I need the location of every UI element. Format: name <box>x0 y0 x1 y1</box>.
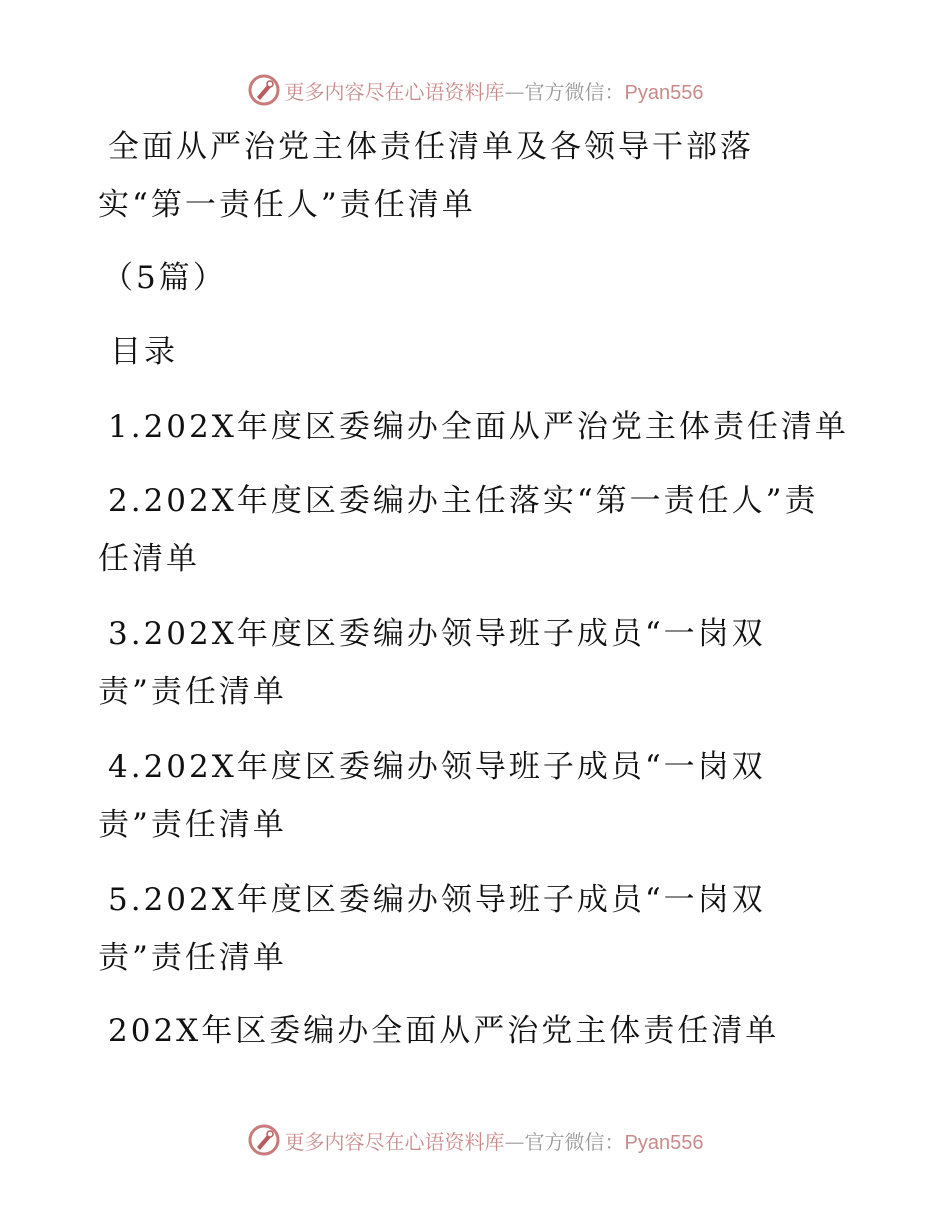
pen-logo-icon <box>247 1123 281 1157</box>
watermark-label: 官方微信： <box>524 79 625 104</box>
toc-heading: 目录 <box>110 334 178 370</box>
toc-item-2-line-1: 2.202X年度区委编办主任落实“第一责任人”责 <box>108 483 819 519</box>
toc-item-4-line-1: 4.202X年度区委编办领导班子成员“一岗双 <box>108 749 766 785</box>
watermark-dash: — <box>504 1129 525 1154</box>
watermark-main-text: 更多内容尽在心语资料库 <box>284 79 505 104</box>
toc-item-2-line-2: 任清单 <box>98 541 200 577</box>
doc-title-line-1: 全面从严治党主体责任清单及各领导干部落 <box>108 129 754 165</box>
section-title: 202X年区委编办全面从严治党主体责任清单 <box>108 1013 780 1049</box>
watermark-header <box>0 70 950 110</box>
toc-item-1: 1.202X年度区委编办全面从严治党主体责任清单 <box>108 409 849 445</box>
watermark-footer <box>0 1120 950 1160</box>
watermark-main-text: 更多内容尽在心语资料库 <box>284 1129 505 1154</box>
doc-count: （5篇） <box>102 260 227 296</box>
pen-logo-icon <box>247 73 281 107</box>
toc-item-5-line-2: 责”责任清单 <box>98 940 287 976</box>
toc-item-3-line-2: 责”责任清单 <box>98 674 287 710</box>
watermark-label: 官方微信： <box>524 1129 625 1154</box>
toc-item-3-line-1: 3.202X年度区委编办领导班子成员“一岗双 <box>108 616 766 652</box>
watermark-id: Pyan556 <box>624 1131 704 1154</box>
doc-title-line-2: 实“第一责任人”责任清单 <box>98 187 476 223</box>
toc-item-4-line-2: 责”责任清单 <box>98 807 287 843</box>
watermark-id: Pyan556 <box>624 81 704 104</box>
watermark-dash: — <box>504 79 525 104</box>
toc-item-5-line-1: 5.202X年度区委编办领导班子成员“一岗双 <box>108 882 766 918</box>
